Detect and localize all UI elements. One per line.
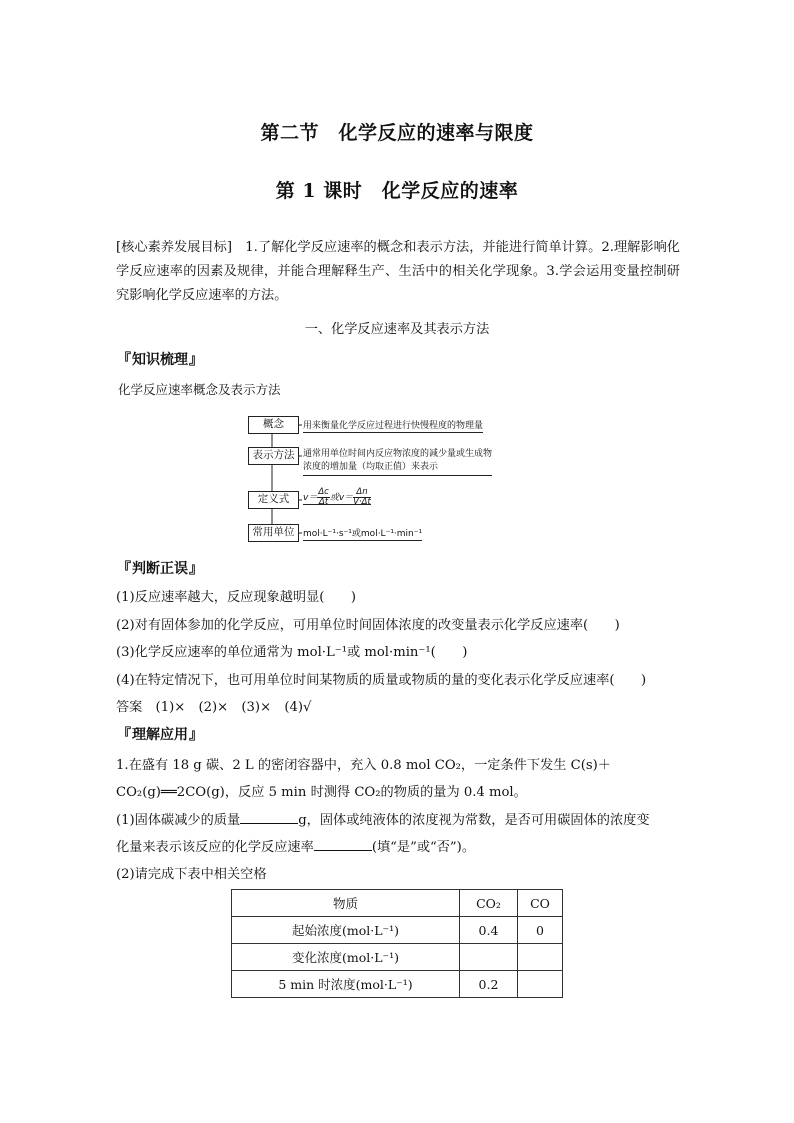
judge-item-1: (1)反应速率越大，反应现象越明显( ): [116, 590, 356, 605]
table-cell: 0.4: [460, 917, 518, 944]
question1-line2: CO₂(g)══2CO(g)，反应 5 min 时测得 CO₂的物质的量为 0.4 mol。: [116, 785, 527, 800]
table-row: [232, 917, 563, 944]
table-cell: 0.2: [460, 971, 518, 998]
concept-text: 用来衡量化学反应过程进行快慢程度的物理量: [303, 421, 484, 431]
subquestion2: (2)请完成下表中相关空格: [116, 867, 267, 882]
concept-diagram: [240, 410, 560, 545]
table-header-cell: CO: [518, 890, 563, 917]
table-header-cell: 物质: [232, 890, 460, 917]
table-cell-blank[interactable]: [518, 971, 563, 998]
table-cell: 5 min 时浓度(mol·L⁻¹): [232, 971, 460, 998]
method-text: 通常用单位时间内反应物浓度的减少量或生成物 浓度的增加量（均取正值）来表示: [303, 448, 492, 476]
box-method: 表示方法: [248, 447, 299, 465]
section-label-judge: 『判断正误』: [117, 561, 203, 577]
table-cell: 变化浓度(mol·L⁻¹): [232, 944, 460, 971]
section-title: 第二节 化学反应的速率与限度: [260, 122, 534, 144]
table-header-cell: CO₂: [460, 890, 518, 917]
unit-text: mol·L⁻¹·s⁻¹或mol·L⁻¹·min⁻¹: [303, 529, 423, 539]
question1-line1: 1.在盛有 18 g 碳、2 L 的密闭容器中，充入 0.8 mol CO₂，一定条件下发生 C(s)＋: [116, 758, 611, 773]
fraction-dc-dt: $\frac{\Delta c}{\Delta t}$: [318, 487, 329, 507]
knowledge-subtitle: 化学反应速率概念及表示方法: [118, 382, 281, 397]
table-cell-blank[interactable]: [460, 944, 518, 971]
subquestion1-line2: 化量来表示该反应的化学反应速率 (填“是”或“否”)。: [116, 836, 475, 855]
table-cell: 起始浓度(mol·L⁻¹): [232, 917, 460, 944]
judge-item-4: (4)在特定情况下，也可用单位时间某物质的质量或物质的量的变化表示化学反应速率( ): [116, 673, 647, 688]
part1-heading: 一、化学反应速率及其表示方法: [304, 322, 490, 337]
table-cell-blank[interactable]: [518, 944, 563, 971]
lesson-title: 第 1 课时 化学反应的速率: [275, 180, 519, 202]
table-row: [232, 944, 563, 971]
fraction-dn-vdt: $\frac{\Delta n}{V\cdot\Delta t}$: [353, 487, 371, 507]
definition-formula: v＝ $\frac{\Delta c}{\Delta t}$ 或v＝ $\frac{\Delta n}{V\cdot\Delta t}$: [303, 487, 371, 507]
section-label-knowledge: 『知识梳理』: [117, 352, 203, 368]
judge-item-2: (2)对有固体参加的化学反应，可用单位时间固体浓度的改变量表示化学反应速率( ): [116, 618, 620, 633]
table-header-row: [232, 890, 563, 917]
box-definition: 定义式: [248, 491, 299, 509]
box-concept: 概念: [248, 416, 299, 434]
core-goals: [核心素养发展目标] 1.了解化学反应速率的概念和表示方法，并能进行简单计算。2.理解影响化学反应速率的因素及规律，并能合理解释生产、生活中的相关化学现象。3.学会运用变量控制研究影响化学反应速率的方法。: [116, 240, 680, 303]
subquestion1-line1: (1)固体碳减少的质量 g，固体或纯液体的浓度视为常数，是否可用碳固体的浓度变: [116, 809, 650, 828]
judge-answer: 答案 (1)× (2)× (3)× (4)√: [116, 700, 312, 715]
table-cell: 0: [518, 917, 563, 944]
table-row: [232, 971, 563, 998]
answer-blank-yesno[interactable]: [314, 837, 372, 851]
box-unit: 常用单位: [248, 524, 299, 542]
judge-item-3: (3)化学反应速率的单位通常为 mol·L⁻¹或 mol·min⁻¹( ): [116, 645, 468, 660]
answer-blank-mass[interactable]: [240, 810, 298, 824]
section-label-apply: 『理解应用』: [117, 727, 203, 743]
concentration-table: [231, 889, 563, 998]
